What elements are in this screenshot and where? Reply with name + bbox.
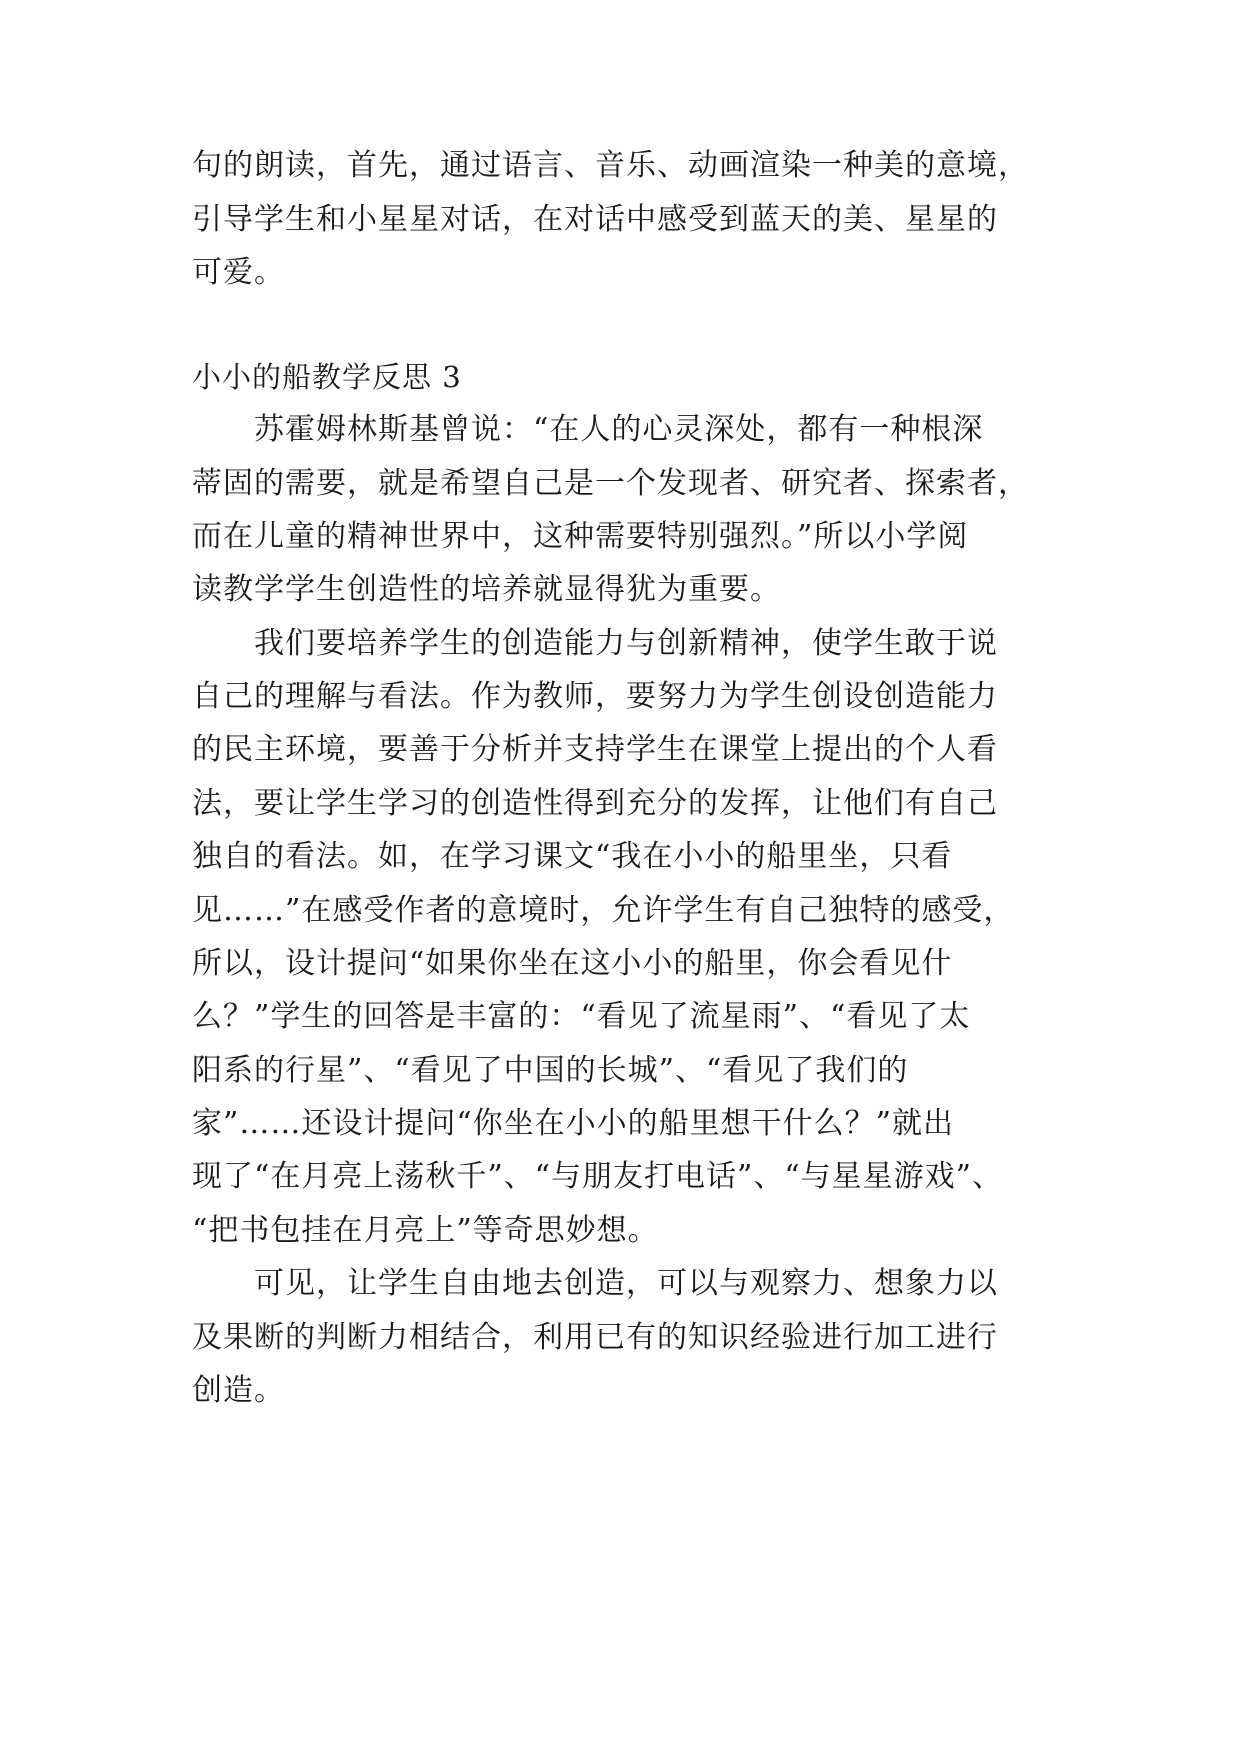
intro-line-2: 引导学生和小星星对话，在对话中感受到蓝天的美、星星的 xyxy=(192,202,998,237)
paragraph-1-line-1: 苏霍姆林斯基曾说：“在人的心灵深处，都有一种根深 xyxy=(254,412,984,447)
intro-line-1: 句的朗读，首先，通过语言、音乐、动画渲染一种美的意境， xyxy=(192,148,1029,183)
paragraph-1-line-4: 读教学学生创造性的培养就显得犹为重要。 xyxy=(192,572,781,607)
paragraph-2-line-6: 见……”在感受作者的意境时，允许学生有自己独特的感受， xyxy=(192,893,1015,928)
paragraph-1-line-3: 而在儿童的精神世界中，这种需要特别强烈。”所以小学阅 xyxy=(192,519,969,554)
paragraph-3-line-2: 及果断的判断力相结合，利用已有的知识经验进行加工进行 xyxy=(192,1320,998,1355)
paragraph-2-line-9: 阳系的行星”、“看见了中国的长城”、“看见了我们的 xyxy=(192,1053,909,1088)
paragraph-3-line-1: 可见，让学生自由地去创造，可以与观察力、想象力以 xyxy=(254,1266,998,1301)
paragraph-2-line-1: 我们要培养学生的创造能力与创新精神，使学生敢于说 xyxy=(254,626,998,661)
paragraph-2-line-2: 自己的理解与看法。作为教师，要努力为学生创设创造能力 xyxy=(192,679,998,714)
paragraph-2-line-5: 独自的看法。如，在学习课文“我在小小的船里坐，只看 xyxy=(192,839,953,874)
paragraph-2-line-12: “把书包挂在月亮上”等奇思妙想。 xyxy=(192,1213,659,1248)
intro-line-3: 可爱。 xyxy=(192,255,285,290)
paragraph-2-line-7: 所以，设计提问“如果你坐在这小小的船里，你会看见什 xyxy=(192,946,953,981)
paragraph-2-line-8: 么？”学生的回答是丰富的：“看见了流星雨”、“看见了太 xyxy=(192,999,971,1034)
paragraph-2-line-11: 现了“在月亮上荡秋千”、“与朋友打电话”、“与星星游戏”、 xyxy=(192,1159,1004,1194)
paragraph-3-line-3: 创造。 xyxy=(192,1373,285,1408)
paragraph-2-line-3: 的民主环境，要善于分析并支持学生在课堂上提出的个人看 xyxy=(192,732,998,767)
paragraph-2-line-10: 家”……还设计提问“你坐在小小的船里想干什么？”就出 xyxy=(192,1106,955,1141)
paragraph-2-line-4: 法，要让学生学习的创造性得到充分的发挥，让他们有自己 xyxy=(192,786,998,821)
paragraph-1-line-2: 蒂固的需要，就是希望自己是一个发现者、研究者、探索者， xyxy=(192,466,1029,501)
section-heading: 小小的船教学反思 3 xyxy=(192,360,462,394)
